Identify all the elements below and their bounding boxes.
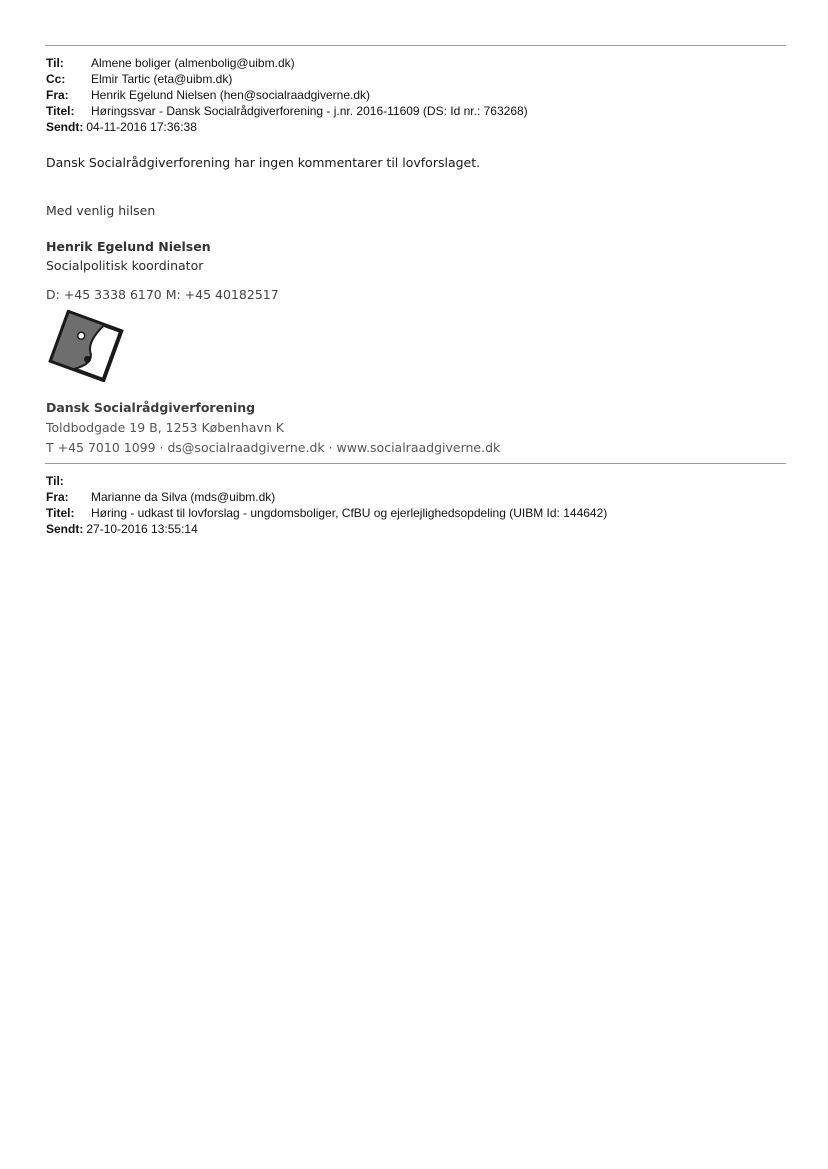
sent-label: Sendt:: [46, 120, 84, 134]
middle-divider: [45, 463, 786, 464]
signature-address: Toldbodgade 19 B, 1253 København K: [46, 420, 284, 435]
email2-from-row: [46, 489, 607, 505]
signature-phones: D: +45 3338 6170 M: +45 40182517: [46, 287, 279, 302]
to-value: Almene boliger (almenbolig@uibm.dk): [91, 56, 295, 70]
sent-label: Sendt:: [46, 522, 84, 536]
from-label: Fra:: [46, 490, 69, 504]
signature-org: Dansk Socialrådgiverforening: [46, 400, 256, 415]
to-label: Til:: [46, 474, 64, 488]
ds-logo-icon: [48, 310, 124, 382]
email1-to-row: [46, 55, 528, 71]
from-value: Marianne da Silva (mds@uibm.dk): [91, 490, 276, 504]
email1-cc-row: [46, 71, 528, 87]
signature-contact: T +45 7010 1099 · ds@socialraadgiverne.dk · www.socialraadgiverne.dk: [46, 440, 501, 455]
email1-closing: Med venlig hilsen: [46, 203, 156, 218]
top-divider: [45, 45, 786, 46]
email1-header: [46, 55, 528, 135]
from-value: Henrik Egelund Nielsen (hen@socialraadgiverne.dk): [91, 88, 370, 102]
signature-name: Henrik Egelund Nielsen: [46, 239, 211, 254]
email2-subject-row: [46, 505, 607, 521]
subject-label: Titel:: [46, 104, 75, 118]
sent-value: 27-10-2016 13:55:14: [86, 522, 198, 536]
to-label: Til:: [46, 56, 64, 70]
from-label: Fra:: [46, 88, 69, 102]
email1-subject-row: [46, 103, 528, 119]
subject-label: Titel:: [46, 506, 75, 520]
cc-value: Elmir Tartic (eta@uibm.dk): [91, 72, 233, 86]
sent-value: 04-11-2016 17:36:38: [86, 120, 197, 134]
email2-header: [46, 473, 607, 537]
email1-from-row: [46, 87, 528, 103]
subject-value: Høringssvar - Dansk Socialrådgiverforening - j.nr. 2016-11609 (DS: Id nr.: 763268): [91, 104, 528, 118]
email2-to-row: [46, 473, 607, 489]
cc-label: Cc:: [46, 72, 66, 86]
email1-body: Dansk Socialrådgiverforening har ingen kommentarer til lovforslaget.: [46, 155, 481, 170]
email2-sent-row: [46, 521, 607, 537]
subject-value: Høring - udkast til lovforslag - ungdomsboliger, CfBU og ejerlejlighedsopdeling (UIBM Id: 144642): [91, 506, 608, 520]
signature-title: Socialpolitisk koordinator: [46, 258, 204, 273]
email1-sent-row: [46, 119, 528, 135]
